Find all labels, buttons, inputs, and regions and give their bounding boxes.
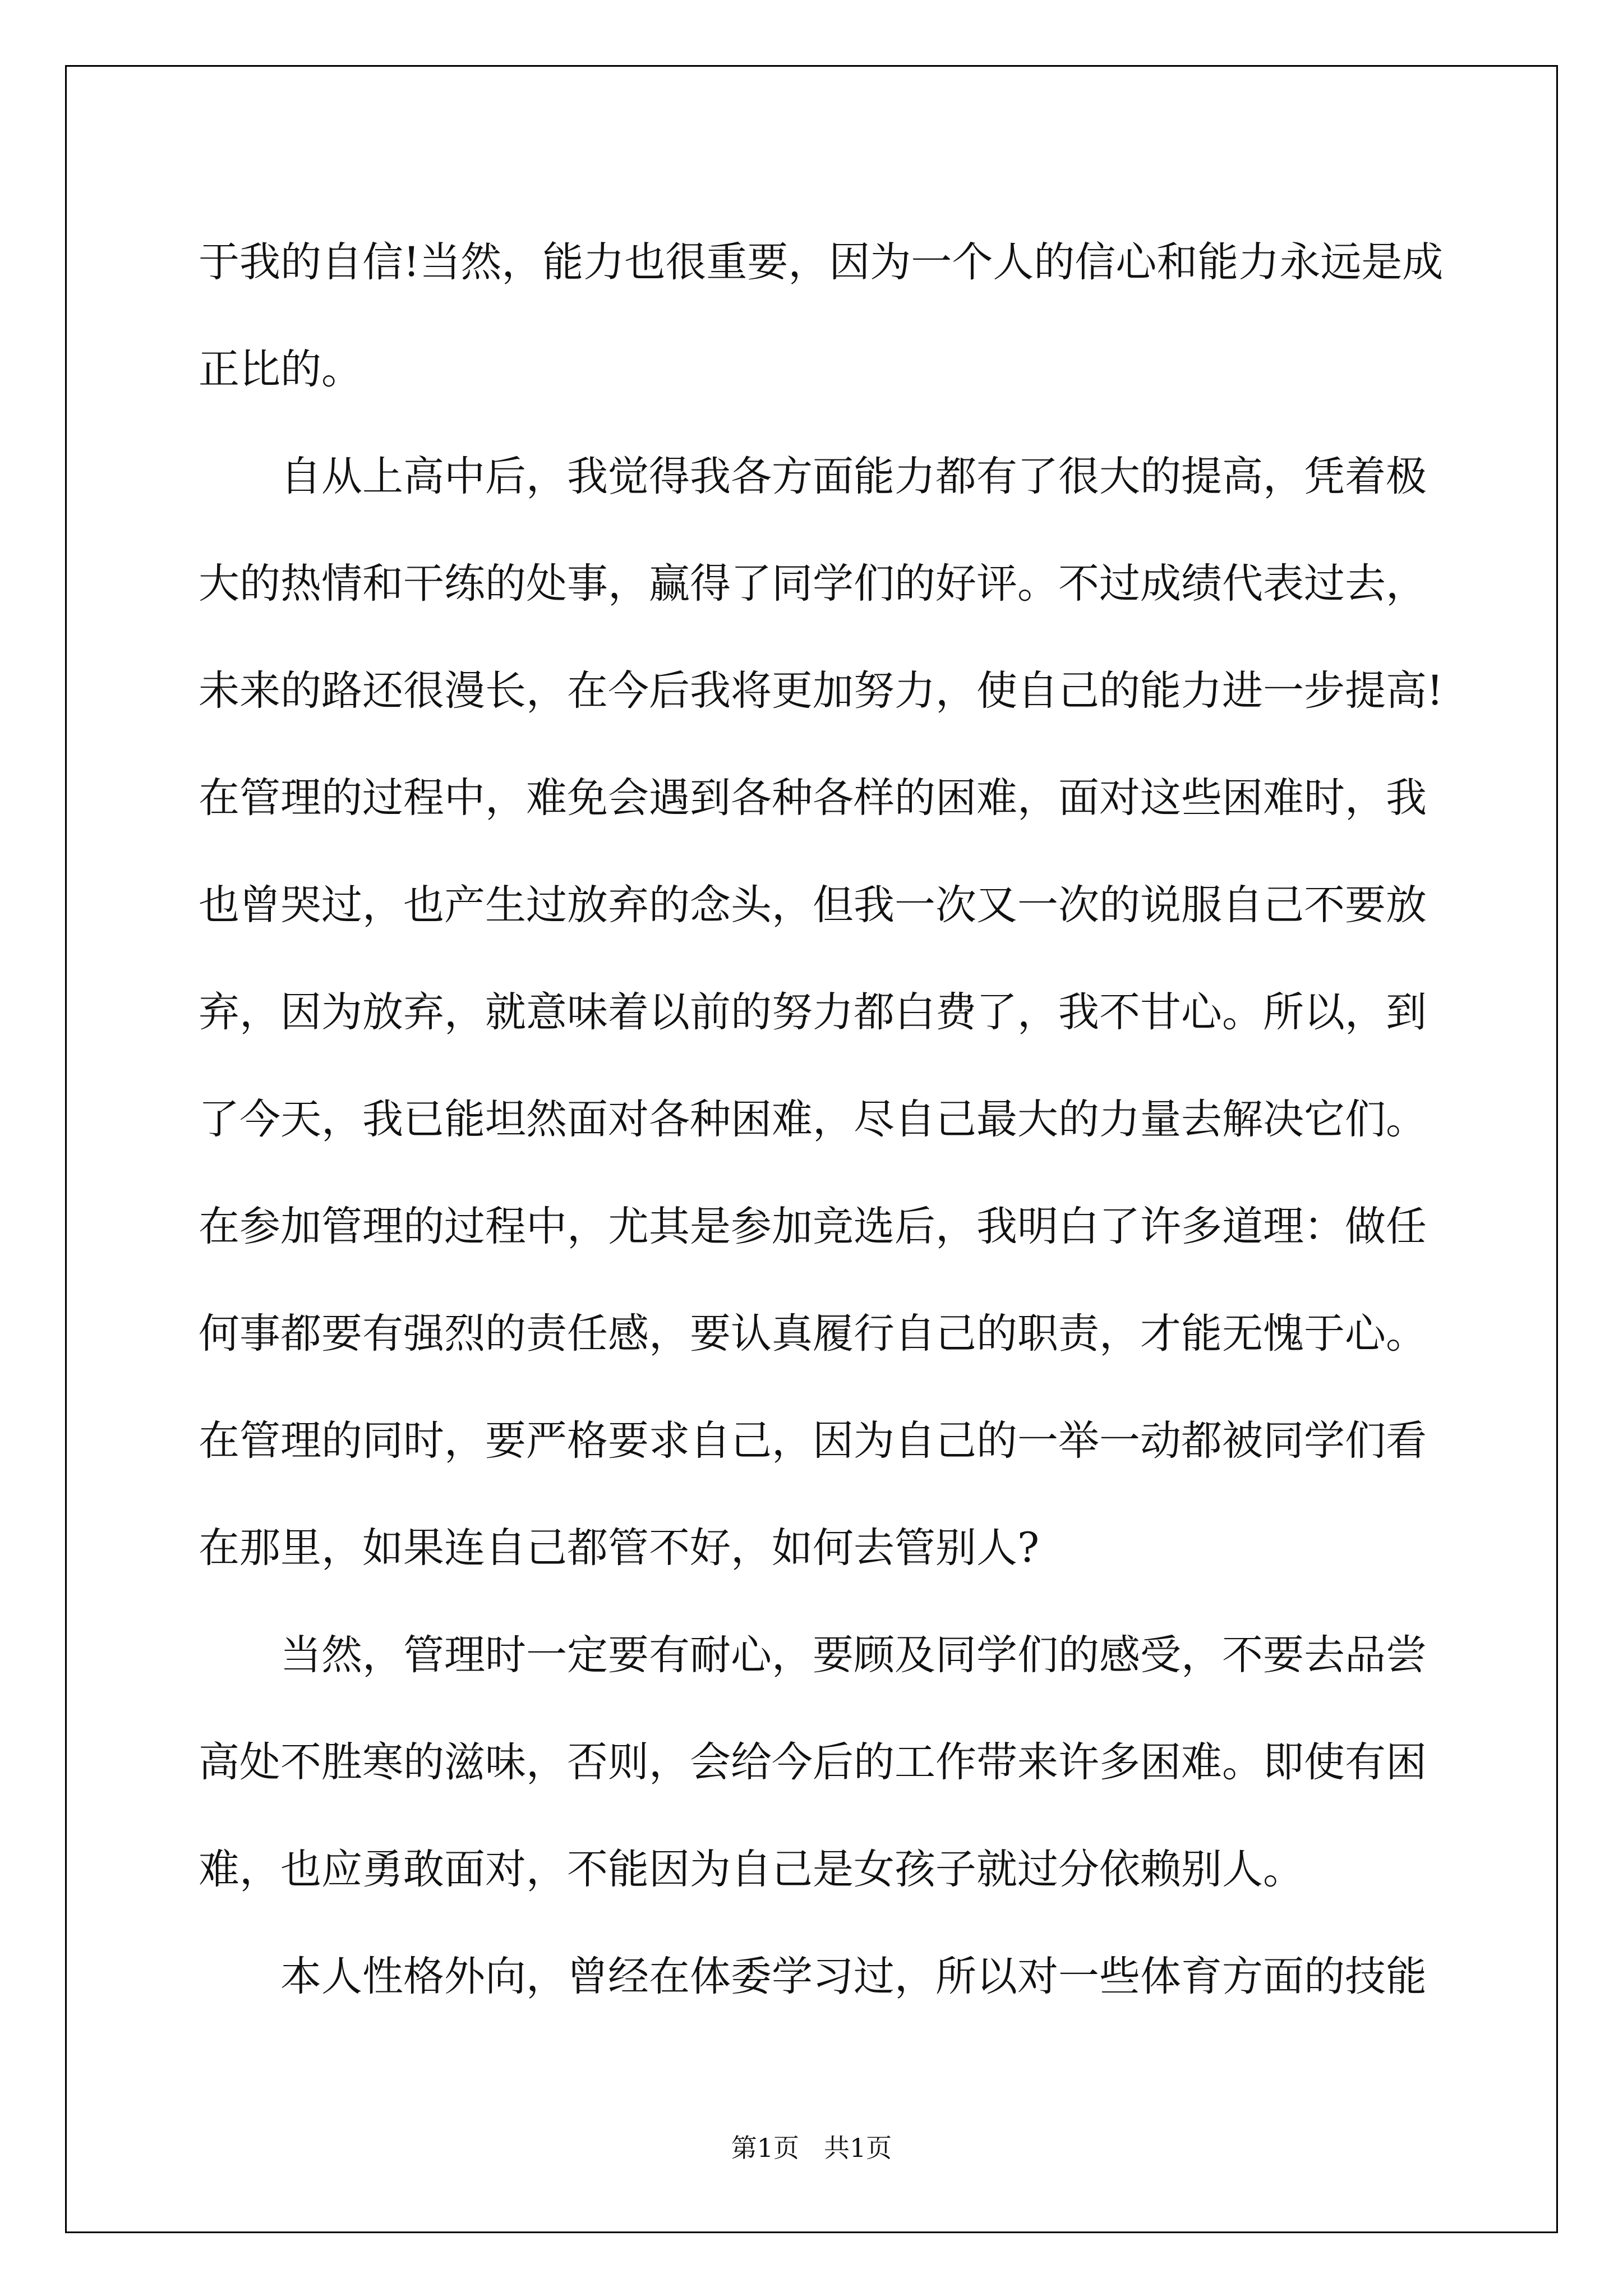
page-number: 第1页	[731, 2133, 800, 2163]
text-line: 也曾哭过，也产生过放弃的念头，但我一次又一次的说服自己不要放	[199, 881, 1427, 929]
text-line: 何事都要有强烈的责任感，要认真履行自己的职责，才能无愧于心。	[199, 1310, 1427, 1358]
text-line: 正比的。	[199, 346, 362, 393]
text-line: 在那里，如果连自己都管不好，如何去管别人?	[199, 1524, 1040, 1572]
text-line: 本人性格外向，曾经在体委学习过，所以对一些体育方面的技能	[280, 1953, 1427, 2000]
text-line: 难，也应勇敢面对，不能因为自己是女孩子就过分依赖别人。	[199, 1846, 1304, 1893]
text-line: 了今天，我已能坦然面对各种困难，尽自己最大的力量去解决它们。	[199, 1096, 1427, 1143]
text-line: 于我的自信!当然，能力也很重要，因为一个人的信心和能力永远是成	[199, 238, 1444, 286]
page-total: 共1页	[823, 2133, 892, 2163]
text-line: 在参加管理的过程中，尤其是参加竞选后，我明白了许多道理：做任	[199, 1203, 1427, 1250]
text-line: 当然，管理时一定要有耐心，要顾及同学们的感受，不要去品尝	[280, 1631, 1427, 1679]
text-line: 未来的路还很漫长，在今后我将更加努力，使自己的能力进一步提高!	[199, 667, 1444, 715]
page-footer	[0, 2128, 1623, 2165]
text-line: 在管理的过程中，难免会遇到各种各样的困难，面对这些困难时，我	[199, 774, 1427, 822]
text-line: 自从上高中后，我觉得我各方面能力都有了很大的提高，凭着极	[280, 453, 1427, 500]
text-line: 弃，因为放弃，就意味着以前的努力都白费了，我不甘心。所以，到	[199, 988, 1427, 1036]
document-body	[199, 209, 1444, 2030]
text-line: 高处不胜寒的滋味，否则，会给今后的工作带来许多困难。即使有困	[199, 1738, 1427, 1786]
text-line: 大的热情和干练的处事，赢得了同学们的好评。不过成绩代表过去，	[199, 560, 1427, 608]
text-line: 在管理的同时，要严格要求自己，因为自己的一举一动都被同学们看	[199, 1417, 1427, 1465]
